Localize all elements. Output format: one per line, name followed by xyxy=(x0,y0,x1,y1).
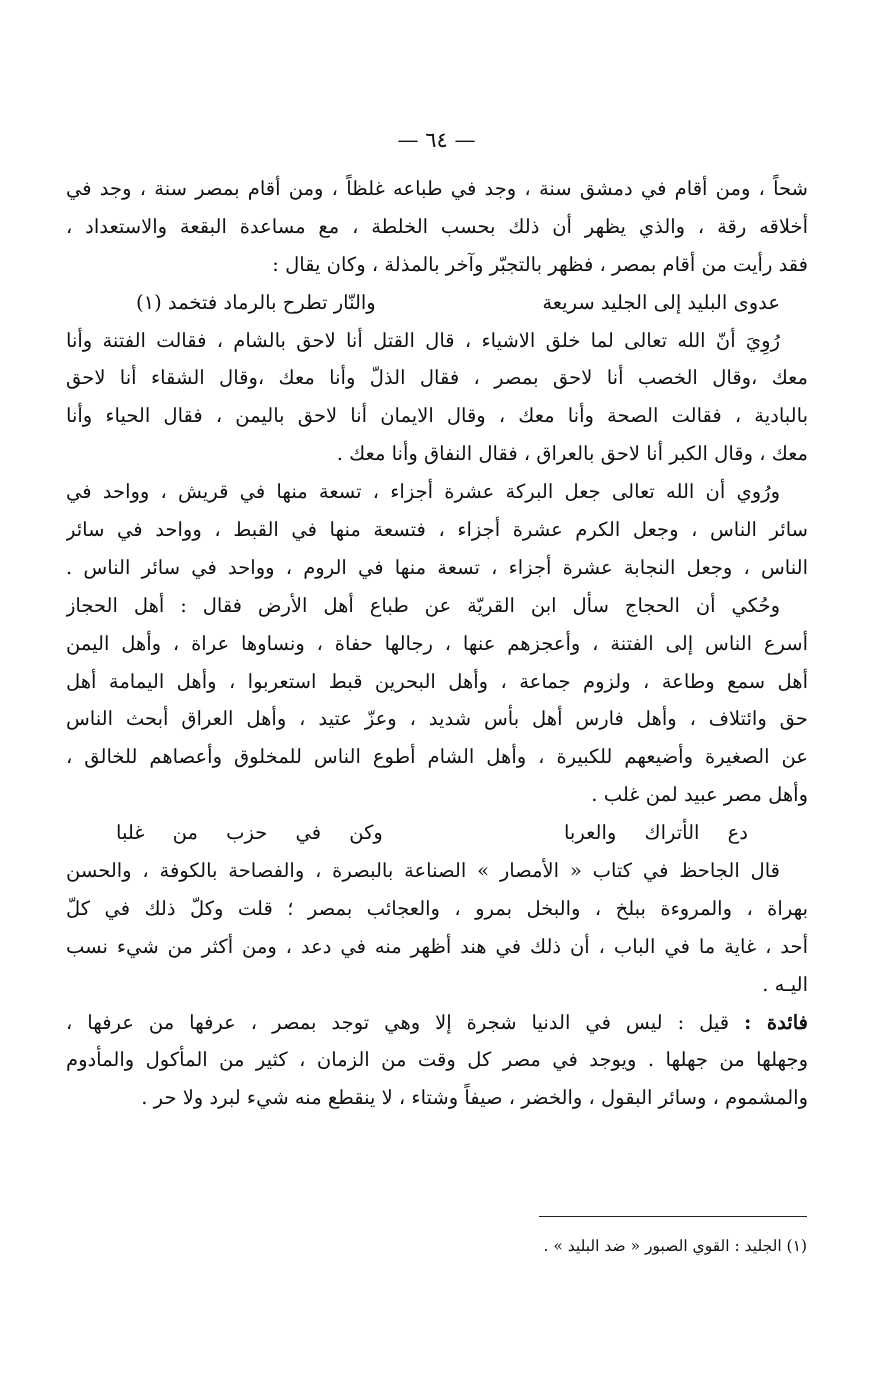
body-text xyxy=(66,170,808,1117)
text-line: بالبادية ، فقالت الصحة وأنا معك ، وقال الايمان أنا لاحق باليمن ، فقال الحياء وأنا xyxy=(66,404,808,428)
text-line: فقد رأيت من أقام بمصر ، فظهر بالتجبّر وآخر بالمذلة ، وكان يقال : xyxy=(272,252,808,276)
text-line: وحُكي أن الحجاج سأل ابن القريّة عن طباع أهل الأرض فقال : أهل الحجاز xyxy=(66,593,780,617)
verse-second-hemistich: والنّار تطرح بالرماد فتخمد (١) xyxy=(136,290,376,314)
verse-line xyxy=(66,814,808,852)
text-line: بهراة ، والمروءة ببلخ ، والبخل بمرو ، والعجائب بمصر ؛ قلت وكلّ ذلك في كلّ xyxy=(66,896,808,920)
verse-second-hemistich: وكن في حزب من غلبا xyxy=(116,821,383,845)
text-line: اليـه . xyxy=(762,972,808,996)
text-line: الناس ، وجعل النجابة عشرة أجزاء ، تسعة منها في الروم ، وواحد في سائر الناس . xyxy=(66,555,808,579)
text-line: أخلاقه رقة ، والذي يظهر أن ذلك بحسب الخلطة ، مع مساعدة البقعة والاستعداد ، xyxy=(66,214,808,238)
text-line: معك ، وقال الكبر أنا لاحق بالعراق ، فقال النفاق وأنا معك . xyxy=(336,442,808,466)
verse-first-hemistich: عدوى البليد إلى الجليد سريعة xyxy=(542,290,780,314)
text-line: شحاً ، ومن أقام في دمشق سنة ، وجد في طباعه غلظاً ، ومن أقام بمصر سنة ، وجد في xyxy=(66,177,808,200)
text-line: عن الصغيرة وأضيعهم للكبيرة ، وأهل الشام أطوع الناس للمخلوق وأعصاهم للخالق ، xyxy=(66,745,808,769)
verse-first-hemistich: دع الأتراك والعربا xyxy=(563,821,748,845)
text-line: رُوِيَ أنّ الله تعالى لما خلق الاشياء ، قال القتل أنا لاحق بالشام ، فقالت الفتنة وأنا xyxy=(66,328,780,352)
page-number: — ٦٤ — xyxy=(397,128,476,152)
text-line: ورُوي أن الله تعالى جعل البركة عشرة أجزاء ، تسعة منها في قريش ، وواحد في xyxy=(66,480,780,504)
text-line: وأهل مصر عبيد لمن غلب . xyxy=(591,783,808,807)
text-line xyxy=(66,1004,808,1042)
text-line: قال الجاحظ في كتاب « الأمصار » الصناعة بالبصرة ، والفصاحة بالكوفة ، والحسن xyxy=(66,859,780,883)
footnote-divider xyxy=(539,1216,807,1217)
benefit-heading: فائدة : xyxy=(744,1010,808,1034)
verse-line xyxy=(66,284,808,322)
text-span: قيل : ليس في الدنيا شجرة إلا وهي توجد بمصر ، عرفها من عرفها ، xyxy=(66,1010,745,1034)
text-line: حق وائتلاف ، وأهل فارس أهل بأس شديد ، وعزّ عتيد ، وأهل العراق أبحث الناس xyxy=(66,707,808,731)
text-line: أهل سمع وطاعة ، ولزوم جماعة ، وأهل البحرين قبط استعربوا ، وأهل اليمامة أهل xyxy=(66,669,808,693)
text-line: أسرع الناس إلى الفتنة ، وأعجزهم عنها ، رجالها حفاة ، ونساوها عراة ، وأهل اليمن xyxy=(66,631,808,655)
text-line: سائر الناس ، وجعل الكرم عشرة أجزاء ، فتسعة منها في القبط ، وواحد في سائر xyxy=(66,518,808,542)
footnote: (١) الجليد : القوي الصبور « ضد البليد » . xyxy=(543,1237,807,1255)
text-line: وجهلها من جهلها . ويوجد في مصر كل وقت من الزمان ، كثير من المأكول والمأدوم xyxy=(66,1048,808,1072)
text-line: أحد ، غاية ما في الباب ، أن ذلك في هند أظهر منه في دعد ، ومن أكثر من شيء نسب xyxy=(66,934,808,958)
text-line: معك ،وقال الخصب أنا لاحق بمصر ، فقال الذلّ وأنا معك ،وقال الشقاء أنا لاحق xyxy=(66,366,808,390)
text-line: والمشموم ، وسائر البقول ، والخضر ، صيفاً وشتاء ، لا ينقطع منه شيء لبرد ولا حر . xyxy=(141,1086,808,1110)
